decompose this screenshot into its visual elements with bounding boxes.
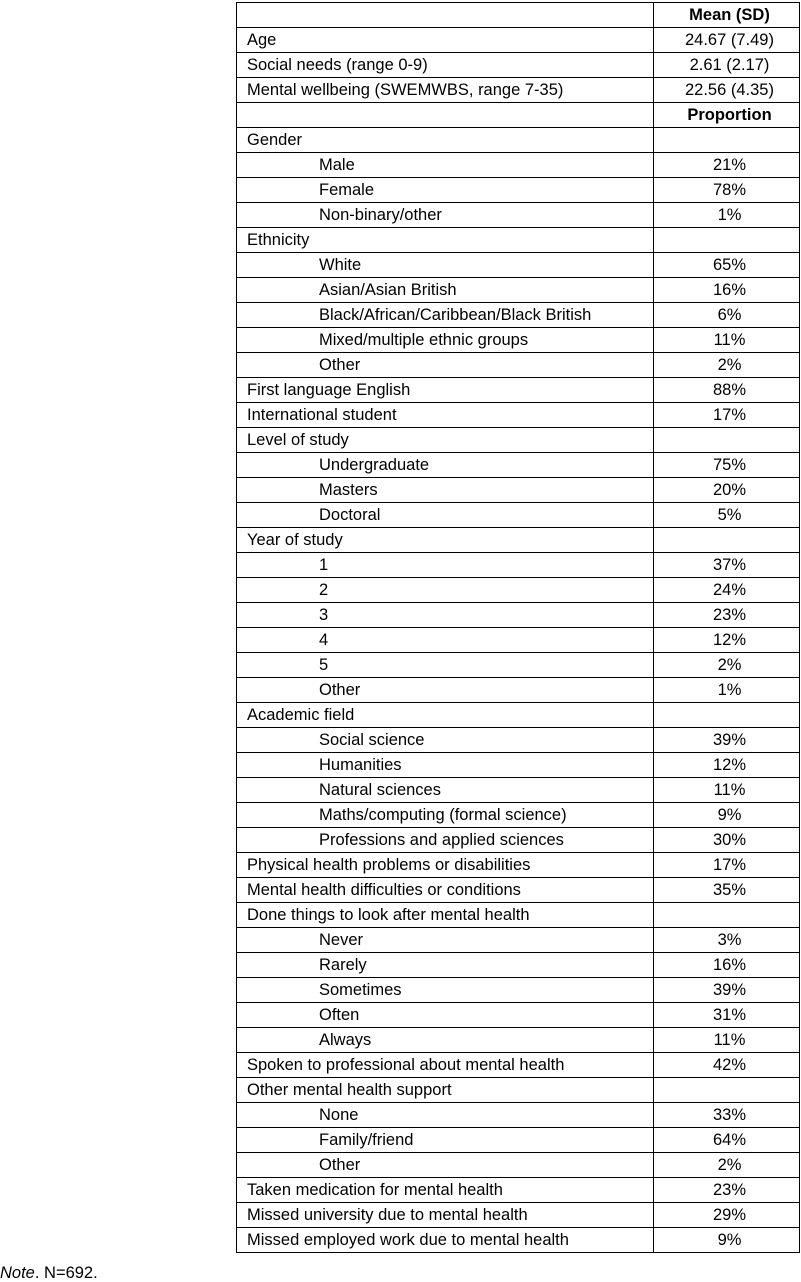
row-label: Missed employed work due to mental health	[237, 1228, 654, 1253]
row-label: Age	[237, 28, 654, 53]
row-label: Academic field	[237, 703, 654, 728]
row-value: 12%	[654, 753, 800, 778]
row-label: Spoken to professional about mental health	[237, 1053, 654, 1078]
row-sublabel: Female	[237, 178, 654, 203]
row-value	[654, 528, 800, 553]
row-sublabel: Black/African/Caribbean/Black British	[237, 303, 654, 328]
row-sublabel: Asian/Asian British	[237, 278, 654, 303]
row-sublabel: 4	[237, 628, 654, 653]
row-value: 88%	[654, 378, 800, 403]
row-value: 23%	[654, 603, 800, 628]
table-row	[237, 578, 800, 603]
row-value: 21%	[654, 153, 800, 178]
row-sublabel: Doctoral	[237, 503, 654, 528]
table-row	[237, 428, 800, 453]
row-label: First language English	[237, 378, 654, 403]
table-row	[237, 628, 800, 653]
row-label: International student	[237, 403, 654, 428]
row-value: 31%	[654, 1003, 800, 1028]
note-label: Note	[0, 1264, 35, 1282]
table-row	[237, 128, 800, 153]
row-value: 1%	[654, 678, 800, 703]
row-value: 2%	[654, 653, 800, 678]
row-sublabel: 3	[237, 603, 654, 628]
table-row	[237, 653, 800, 678]
row-value: 16%	[654, 953, 800, 978]
row-value: 24.67 (7.49)	[654, 28, 800, 53]
row-value: 17%	[654, 853, 800, 878]
table-row	[237, 1178, 800, 1203]
table-row	[237, 1153, 800, 1178]
table-row	[237, 1003, 800, 1028]
row-value: 65%	[654, 253, 800, 278]
table-row	[237, 928, 800, 953]
row-sublabel: Other	[237, 678, 654, 703]
sample-characteristics-table	[236, 2, 800, 1253]
row-label: Social needs (range 0-9)	[237, 53, 654, 78]
row-value: 1%	[654, 203, 800, 228]
table-row	[237, 1228, 800, 1253]
row-value: 11%	[654, 778, 800, 803]
row-label: Physical health problems or disabilities	[237, 853, 654, 878]
row-value: 39%	[654, 728, 800, 753]
table-row	[237, 753, 800, 778]
row-sublabel: Maths/computing (formal science)	[237, 803, 654, 828]
table-row	[237, 553, 800, 578]
table-row	[237, 853, 800, 878]
table-row	[237, 1028, 800, 1053]
row-value: 24%	[654, 578, 800, 603]
table-row	[237, 228, 800, 253]
table-row	[237, 53, 800, 78]
header-row-proportion	[237, 103, 800, 128]
table-row	[237, 803, 800, 828]
table-row	[237, 178, 800, 203]
row-sublabel: Other	[237, 353, 654, 378]
row-value: 11%	[654, 1028, 800, 1053]
row-label: Gender	[237, 128, 654, 153]
table-row	[237, 903, 800, 928]
row-sublabel: 5	[237, 653, 654, 678]
row-sublabel: Always	[237, 1028, 654, 1053]
table-row	[237, 203, 800, 228]
table-row	[237, 1053, 800, 1078]
row-sublabel: Often	[237, 1003, 654, 1028]
table-row	[237, 703, 800, 728]
table-body	[237, 3, 800, 28]
table-row	[237, 1078, 800, 1103]
row-sublabel: None	[237, 1103, 654, 1128]
row-sublabel: Other	[237, 1153, 654, 1178]
table-row	[237, 1103, 800, 1128]
row-value: 16%	[654, 278, 800, 303]
row-value: 39%	[654, 978, 800, 1003]
row-sublabel: Non-binary/other	[237, 203, 654, 228]
row-sublabel: Undergraduate	[237, 453, 654, 478]
row-value: 29%	[654, 1203, 800, 1228]
row-sublabel: Natural sciences	[237, 778, 654, 803]
row-label: Year of study	[237, 528, 654, 553]
row-sublabel: Humanities	[237, 753, 654, 778]
header-mean-sd: Mean (SD)	[654, 3, 800, 28]
table-row	[237, 453, 800, 478]
table-row	[237, 353, 800, 378]
row-sublabel: White	[237, 253, 654, 278]
row-sublabel: Sometimes	[237, 978, 654, 1003]
table-row	[237, 478, 800, 503]
table-row	[237, 153, 800, 178]
table-row	[237, 603, 800, 628]
row-sublabel: Mixed/multiple ethnic groups	[237, 328, 654, 353]
row-label: Other mental health support	[237, 1078, 654, 1103]
row-value: 78%	[654, 178, 800, 203]
row-label: Mental wellbeing (SWEMWBS, range 7-35)	[237, 78, 654, 103]
header-proportion: Proportion	[654, 103, 800, 128]
row-value: 22.56 (4.35)	[654, 78, 800, 103]
table-row	[237, 28, 800, 53]
table-row	[237, 528, 800, 553]
table-row	[237, 728, 800, 753]
row-sublabel: Family/friend	[237, 1128, 654, 1153]
row-value: 2%	[654, 1153, 800, 1178]
categorical-section	[237, 128, 800, 1253]
row-value: 33%	[654, 1103, 800, 1128]
row-sublabel: 2	[237, 578, 654, 603]
table-row	[237, 1128, 800, 1153]
table-row	[237, 253, 800, 278]
table-row	[237, 953, 800, 978]
row-sublabel: Professions and applied sciences	[237, 828, 654, 853]
table-row	[237, 978, 800, 1003]
row-value	[654, 228, 800, 253]
row-value: 75%	[654, 453, 800, 478]
row-value: 35%	[654, 878, 800, 903]
row-sublabel: 1	[237, 553, 654, 578]
table-row	[237, 378, 800, 403]
table-note	[0, 1264, 98, 1282]
header-blank-cell	[237, 103, 654, 128]
table-row	[237, 778, 800, 803]
table-row	[237, 678, 800, 703]
header-blank-cell	[237, 3, 654, 28]
row-value: 2.61 (2.17)	[654, 53, 800, 78]
table-row	[237, 503, 800, 528]
row-label: Ethnicity	[237, 228, 654, 253]
row-value: 17%	[654, 403, 800, 428]
row-sublabel: Social science	[237, 728, 654, 753]
table-row	[237, 403, 800, 428]
row-value: 6%	[654, 303, 800, 328]
row-value	[654, 428, 800, 453]
continuous-section	[237, 28, 800, 103]
table-row	[237, 278, 800, 303]
row-label: Missed university due to mental health	[237, 1203, 654, 1228]
note-text: . N=692.	[34, 1264, 98, 1282]
row-value	[654, 703, 800, 728]
row-sublabel: Never	[237, 928, 654, 953]
row-label: Mental health difficulties or conditions	[237, 878, 654, 903]
row-value: 30%	[654, 828, 800, 853]
row-value: 5%	[654, 503, 800, 528]
table-row	[237, 1203, 800, 1228]
row-value	[654, 1078, 800, 1103]
proportion-header-section	[237, 103, 800, 128]
row-sublabel: Rarely	[237, 953, 654, 978]
header-row-mean	[237, 3, 800, 28]
row-value: 64%	[654, 1128, 800, 1153]
row-value: 3%	[654, 928, 800, 953]
row-sublabel: Masters	[237, 478, 654, 503]
row-value	[654, 903, 800, 928]
row-value: 37%	[654, 553, 800, 578]
table-row	[237, 78, 800, 103]
row-value	[654, 128, 800, 153]
row-sublabel: Male	[237, 153, 654, 178]
row-value: 20%	[654, 478, 800, 503]
row-value: 11%	[654, 328, 800, 353]
table-row	[237, 878, 800, 903]
table-row	[237, 303, 800, 328]
row-value: 23%	[654, 1178, 800, 1203]
row-label: Level of study	[237, 428, 654, 453]
row-value: 9%	[654, 1228, 800, 1253]
row-value: 12%	[654, 628, 800, 653]
table-row	[237, 328, 800, 353]
table-row	[237, 828, 800, 853]
row-value: 2%	[654, 353, 800, 378]
row-value: 42%	[654, 1053, 800, 1078]
row-label: Taken medication for mental health	[237, 1178, 654, 1203]
row-label: Done things to look after mental health	[237, 903, 654, 928]
row-value: 9%	[654, 803, 800, 828]
